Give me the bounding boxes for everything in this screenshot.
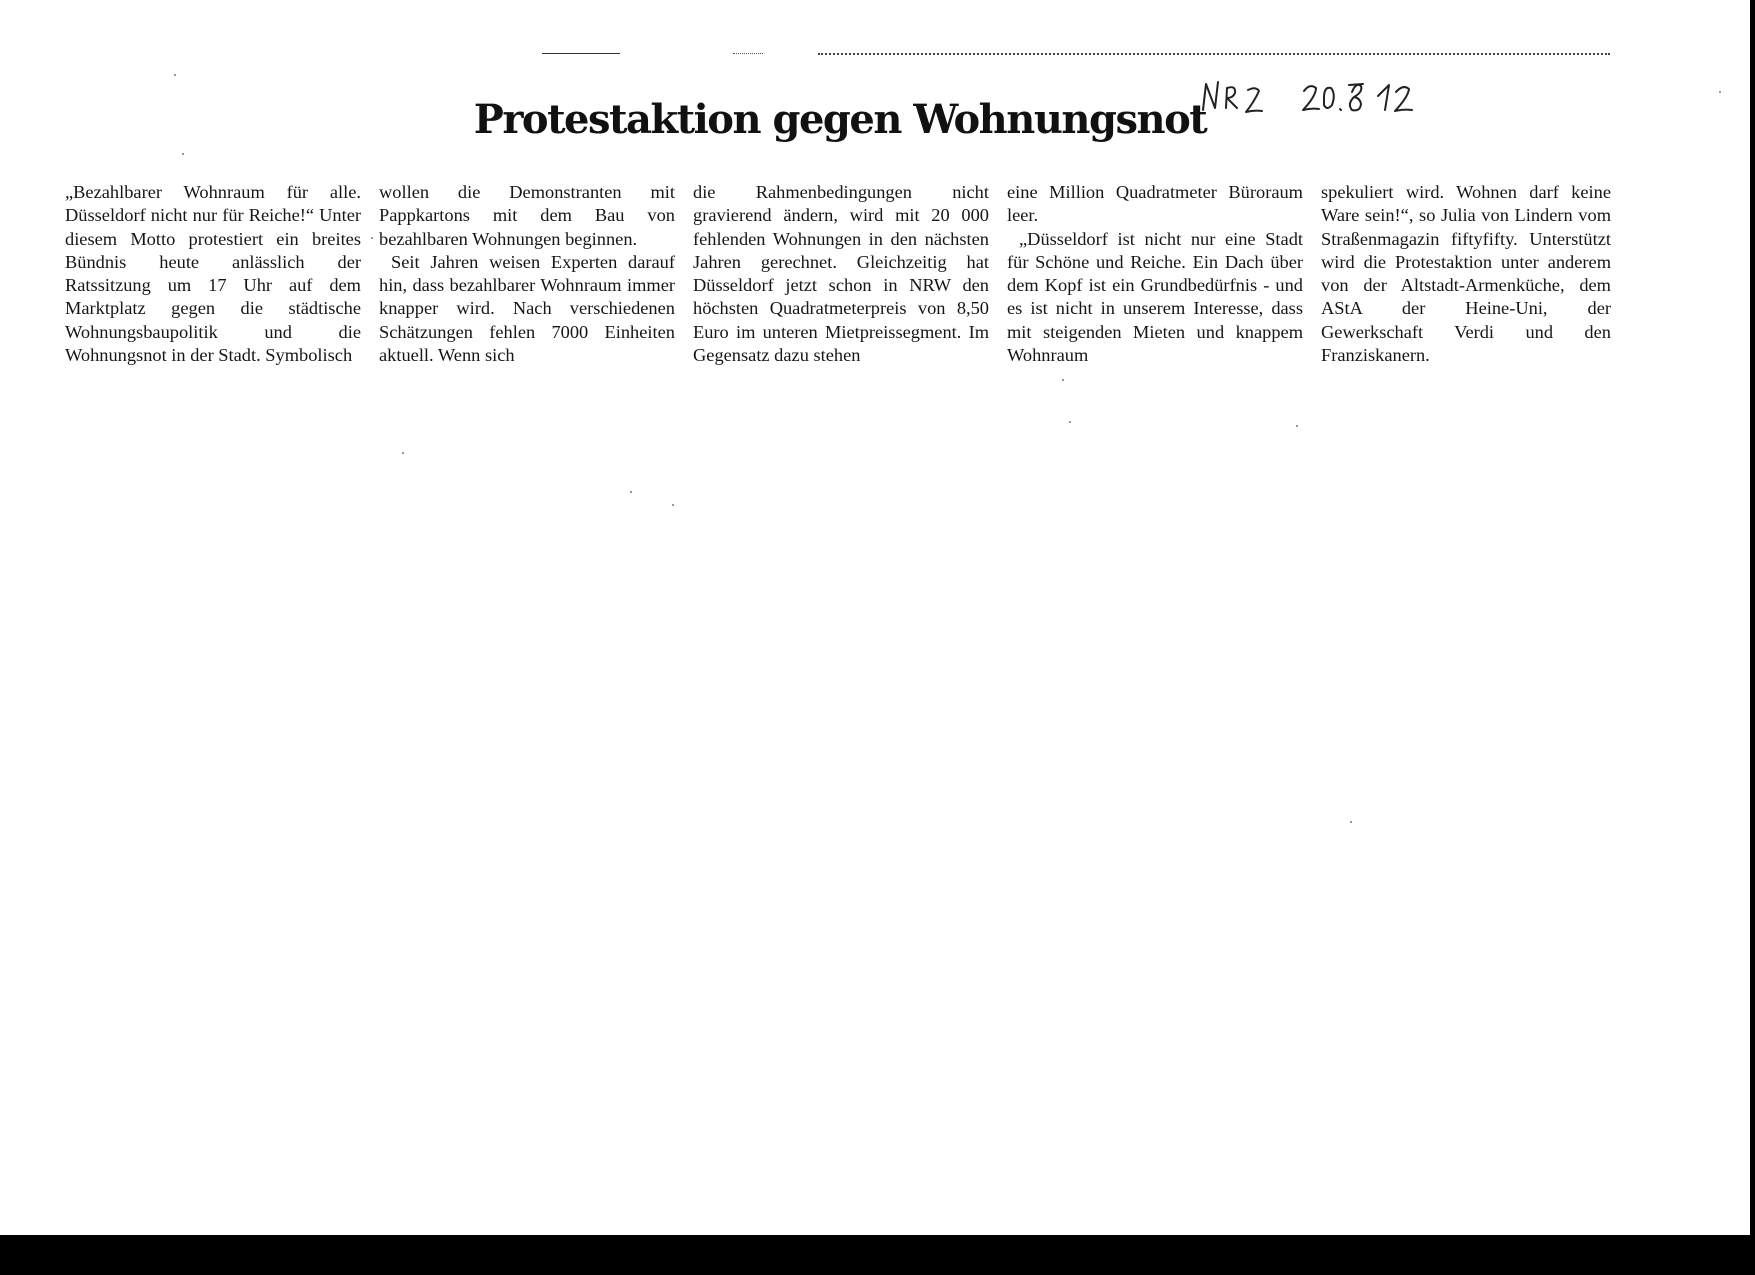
- scan-speck: [630, 491, 632, 493]
- top-rule-dots-long: [818, 53, 1610, 55]
- article-column-5: [1321, 181, 1611, 367]
- scan-speck: [1719, 91, 1721, 93]
- column-1-paragraph-1: „Bezahlbarer Wohnraum für alle. Düsseldorf nicht nur für Reiche!“ Unter diesem Motto protestiert ein breites Bündnis heute anlässlich der Ratssitzung um 17 Uhr auf dem Marktplatz gegen die städtische Wohnungsbaupolitik und die Wohnungsnot in der Stadt. Symbolisch: [65, 182, 361, 366]
- scan-speck: [1062, 379, 1064, 381]
- top-rule-dots-short: [733, 53, 763, 54]
- column-2-paragraph-1: wollen die Demonstranten mit Pappkartons mit dem Bau von bezahlbaren Wohnungen beginnen.: [379, 182, 675, 249]
- scan-speck: [1296, 425, 1298, 427]
- column-2-paragraph-2: Seit Jahren weisen Experten darauf hin, dass bezahlbarer Wohnraum immer knapper wird. Nach verschiedenen Schätzungen fehlen 7000 Einheiten aktuell. Wenn sich: [379, 251, 675, 366]
- scan-border-bottom: [0, 1235, 1755, 1275]
- scan-speck: [1350, 821, 1352, 823]
- scan-speck: [182, 153, 184, 155]
- column-5-paragraph-1: spekuliert wird. Wohnen darf keine Ware sein!“, so Julia von Lindern vom Straßenmagazin fiftyfifty. Unterstützt wird die Protestaktion unter anderem von der Altstadt-Armenküche, dem AStA der Heine-Uni, der Gewerkschaft Verdi und den Franziskanern.: [1321, 182, 1611, 366]
- article-column-2: [379, 181, 675, 367]
- scan-speck: [174, 74, 176, 76]
- article-headline: Protestaktion gegen Wohnungsnot: [473, 96, 1207, 143]
- scan-speck: [672, 504, 674, 506]
- column-3-paragraph-1: die Rahmenbedingungen nicht gravierend ändern, wird mit 20 000 fehlenden Wohnungen in den nächsten Jahren gerechnet. Gleichzeitig hat Düsseldorf jetzt schon in NRW den höchsten Quadratmeterpreis von 8,50 Euro im unteren Mietpreissegment. Im Gegensatz dazu stehen: [693, 182, 989, 366]
- article-column-4: [1007, 181, 1303, 367]
- scan-speck: [402, 452, 404, 454]
- scan-speck: [1069, 421, 1071, 423]
- scan-border-right: [1750, 0, 1755, 1275]
- column-4-paragraph-1: eine Million Quadratmeter Büroraum leer.: [1007, 182, 1303, 226]
- top-rule-solid: [542, 53, 620, 54]
- column-4-paragraph-2: „Düsseldorf ist nicht nur eine Stadt für Schöne und Reiche. Ein Dach über dem Kopf ist ein Grundbedürfnis - und es ist nicht in unserem Interesse, dass mit steigenden Mieten und knappem Wohnraum: [1007, 228, 1303, 366]
- article-column-3: [693, 181, 989, 367]
- scan-speck: [371, 237, 373, 239]
- article-column-1: [65, 181, 361, 367]
